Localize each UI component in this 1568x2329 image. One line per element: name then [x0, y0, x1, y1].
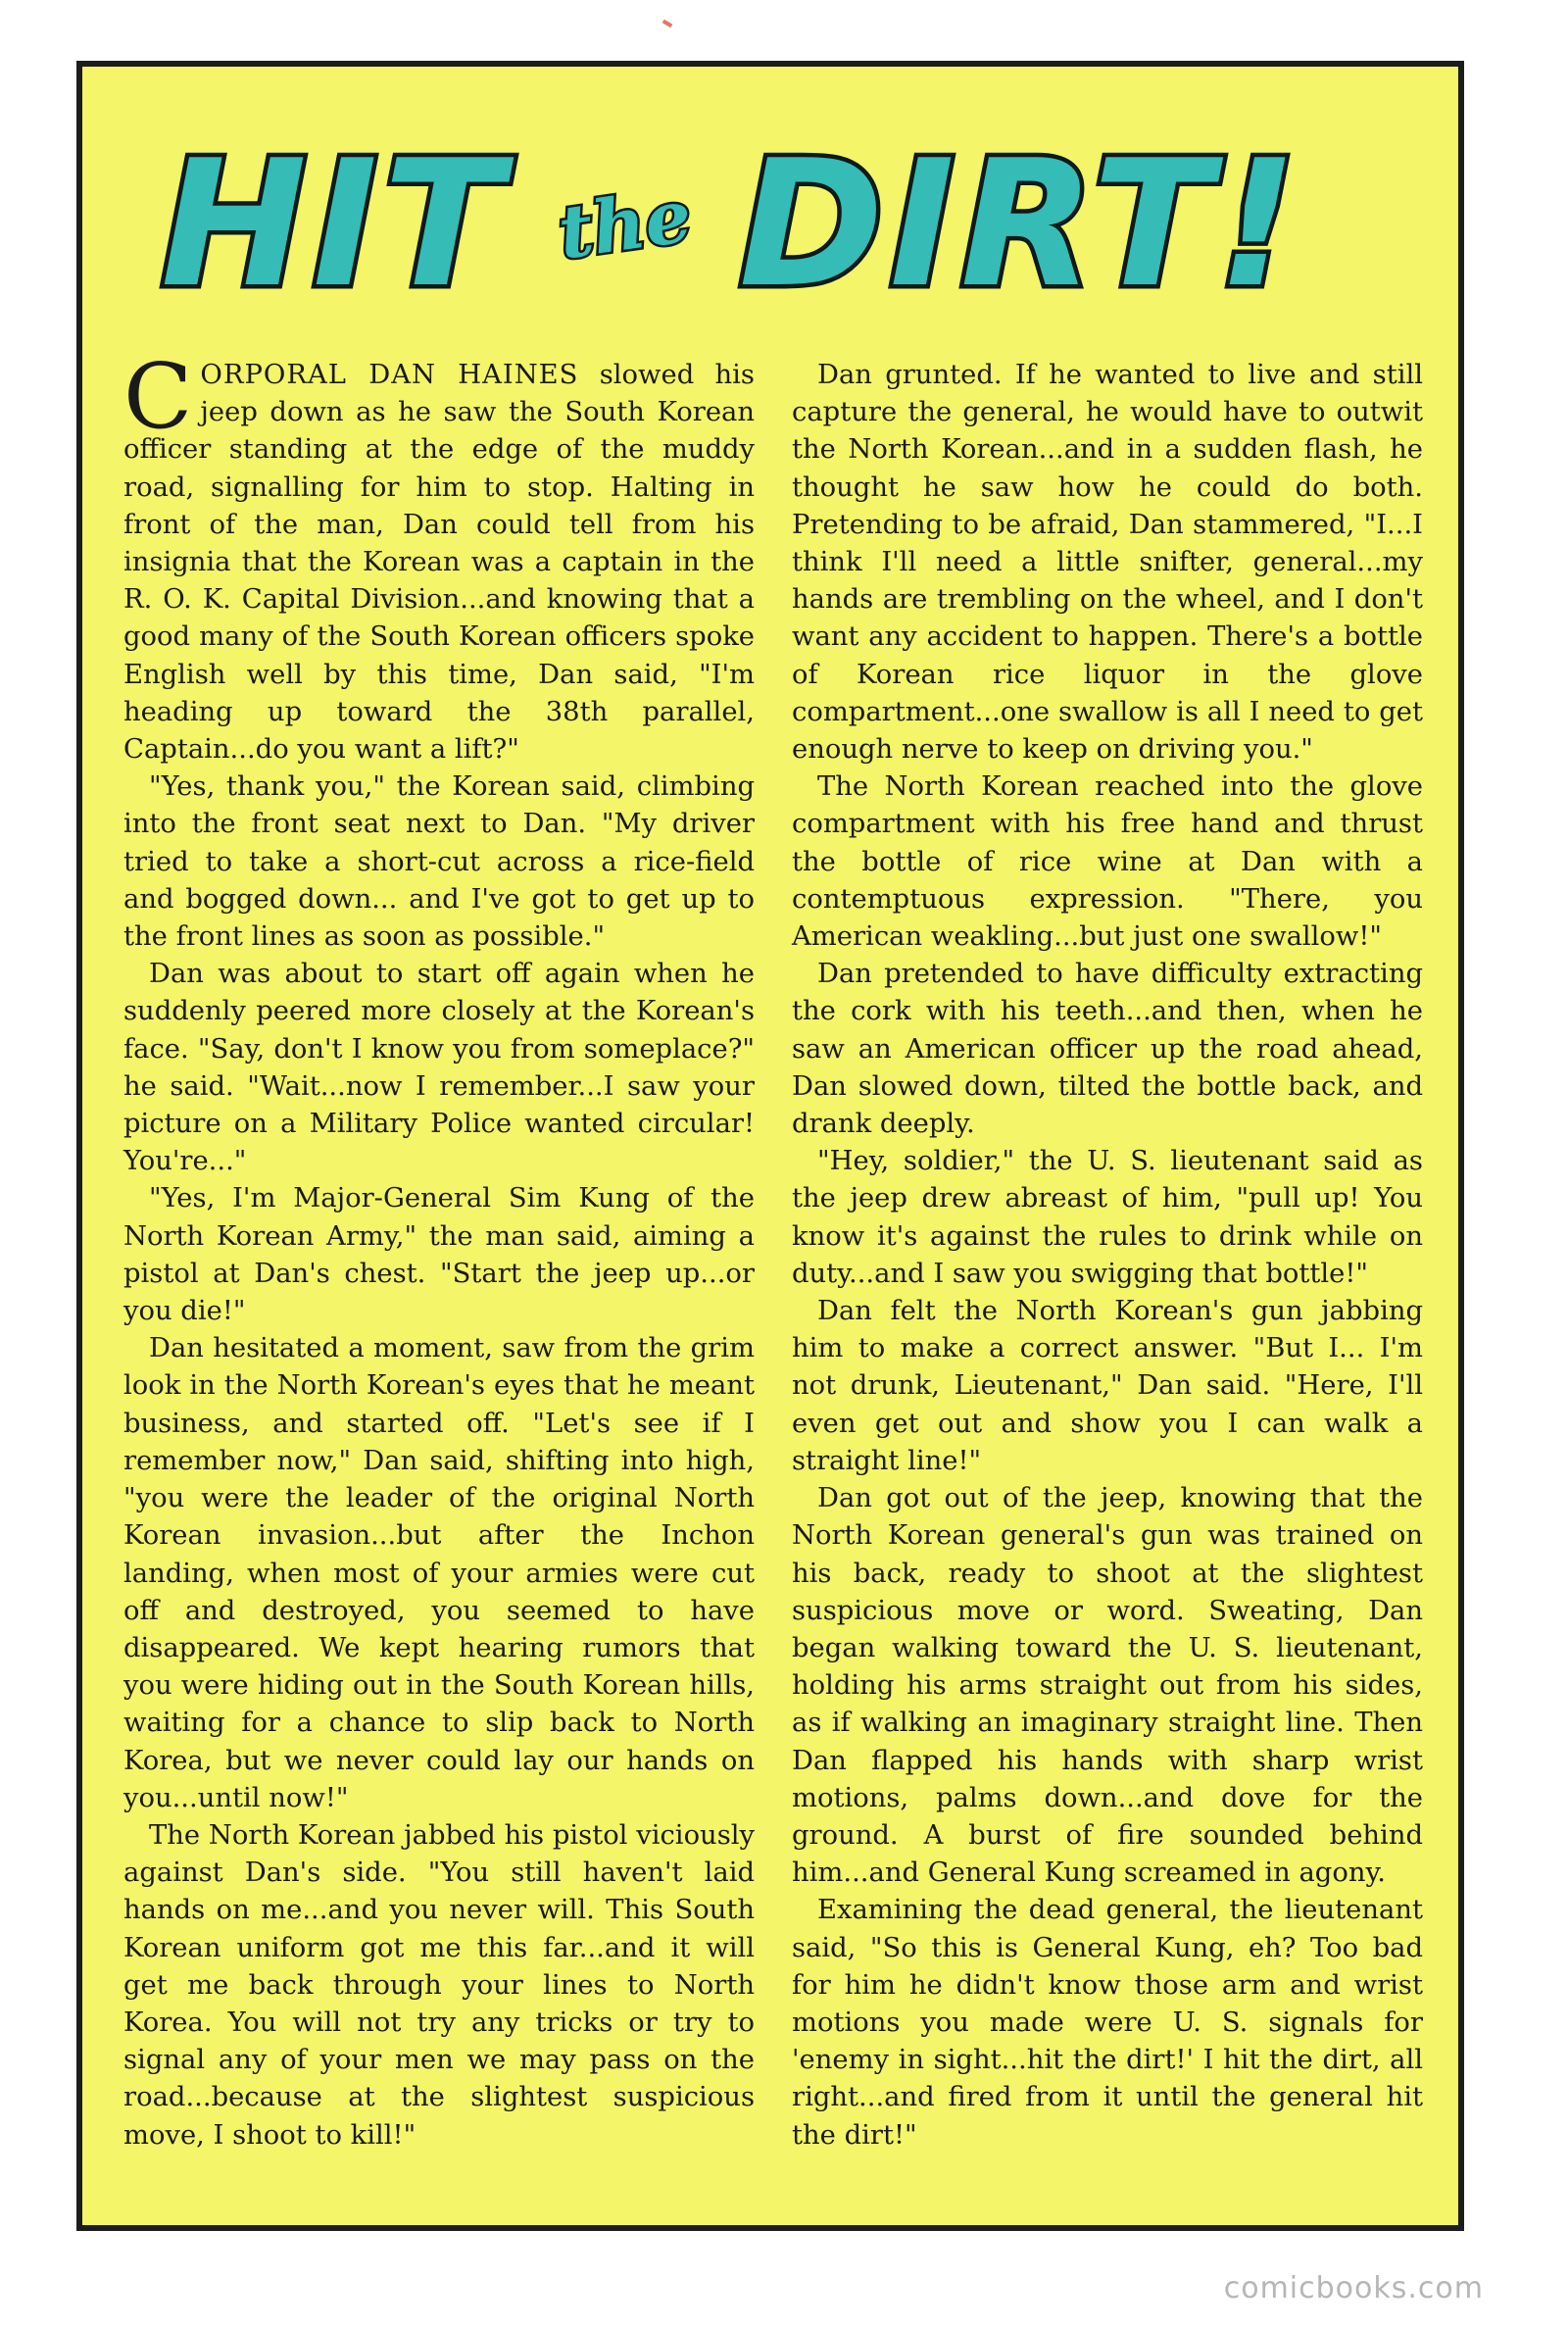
title-word-hit: HIT — [161, 123, 509, 322]
site-watermark: comicbooks.com — [1223, 2271, 1484, 2305]
story-paragraph: Dan was about to start off again when he suddenly peered more closely at the Korean's face. "Say, don't I know you from someplace?" he said. "Wait...now I remember...I saw your picture on a Military Police wanted circular! You're..." — [123, 959, 755, 1177]
story-paragraph: "Yes, I'm Major-General Sim Kung of the North Korean Army," the man said, aiming a pistol at Dan's chest. "Start the jeep up...or you die!" — [123, 1183, 755, 1327]
story-panel — [76, 61, 1464, 2231]
story-paragraph: The North Korean reached into the glove compartment with his free hand and thrust the bottle of rice wine at Dan with a contemptuous expression. "There, you American weakling...but just one swallow!" — [792, 771, 1423, 953]
story-paragraph: "Yes, thank you," the Korean said, climbing into the front seat next to Dan. "My driver tried to take a short-cut across a rice-field and bogged down... and I've got to get up to the front lines as soon as possible." — [123, 771, 755, 953]
drop-cap: C — [123, 344, 193, 449]
print-mark — [662, 20, 673, 27]
story-paragraph: Dan got out of the jeep, knowing that the North Korean general's gun was trained on his back, ready to shoot at the slightest suspicious move or word. Sweating, Dan began walking toward the U. S. lieutenant, holding his arms straight out from his sides, as if walking an imaginary straight line. Then Dan flapped his hands with sharp wrist motions, palms down...and dove for the ground. A burst of fire sounded behind him...and General Kung screamed in agony. — [792, 1483, 1423, 1889]
story-paragraph: The North Korean jabbed his pistol viciously against Dan's side. "You still haven't laid hands on me...and you never will. This South Korean uniform got me this far...and it will get me back through your lines to North Korea. You will not try any tricks or try to signal any of your men we may pass on the road...because at the slightest suspicious move, I shoot to kill!" — [123, 1819, 755, 2151]
title-word-dirt: DIRT! — [739, 123, 1303, 322]
story-column-left — [123, 344, 755, 2180]
story-paragraph: Examining the dead general, the lieutenant said, "So this is General Kung, eh? Too bad for him he didn't know those arm and wrist motions you made were U. S. signals for 'enemy in sight...hit the dirt!' I hit the dirt, all right...and fired from it until the general hit the dirt!" — [792, 1895, 1423, 2151]
story-paragraph: Dan felt the North Korean's gun jabbing him to make a correct answer. "But I... I'm not drunk, Lieutenant," Dan said. "Here, I'll even get out and show you I can walk a straight line!" — [792, 1296, 1423, 1476]
title-word-the: the — [553, 173, 697, 276]
title-lettering — [141, 106, 1415, 322]
story-paragraph: "Hey, soldier," the U. S. lieutenant said as the jeep drew abreast of him, "pull up! You know it's against the rules to drink while on duty...and I saw you swigging that bottle!" — [792, 1146, 1423, 1289]
story-column-right — [792, 357, 1423, 2180]
story-columns — [123, 344, 1423, 2180]
story-paragraph: Dan pretended to have difficulty extracting the cork with his teeth...and then, when he saw an American officer up the road ahead, Dan slowed down, tilted the bottle back, and drank deeply. — [792, 959, 1423, 1140]
story-paragraph: Dan hesitated a moment, saw from the grim look in the North Korean's eyes that he meant business, and started off. "Let's see if I remember now," Dan said, shifting into high, "you were the leader of the original North Korean invasion...but after the Inchon landing, when most of your armies were cut off and destroyed, you seemed to have disappeared. We kept hearing rumors that you were hiding out in the South Korean hills, waiting for a chance to slip back to North Korea, but we never could lay our hands on you...until now!" — [123, 1333, 755, 1813]
story-title — [141, 106, 1415, 322]
story-paragraph: Dan grunted. If he wanted to live and still capture the general, he would have to outwit the North Korean...and in a sudden flash, he thought he saw how he could do both. Pretending to be afraid, Dan stammered, "I...I think I'll need a little snifter, general...my hands are trembling on the wheel, and I don't want any accident to happen. There's a bottle of Korean rice liquor in the glove compartment...one swallow is all I need to get enough nerve to keep on driving you." — [792, 360, 1423, 766]
story-text: slowed his jeep down as he saw the South Korean officer standing at the edge of the muddy road, signalling for him to stop. Halting in front of the man, Dan could tell from his insignia that the Korean was a captain in the R. O. K. Capital Division...and knowing that a good many of the South Korean officers spoke English well by this time, Dan said, "I'm heading up toward the 38th parallel, Captain...do you want a lift?" — [123, 360, 755, 766]
story-paragraph — [123, 344, 755, 768]
story-lead: ORPORAL DAN HAINES — [200, 360, 579, 390]
